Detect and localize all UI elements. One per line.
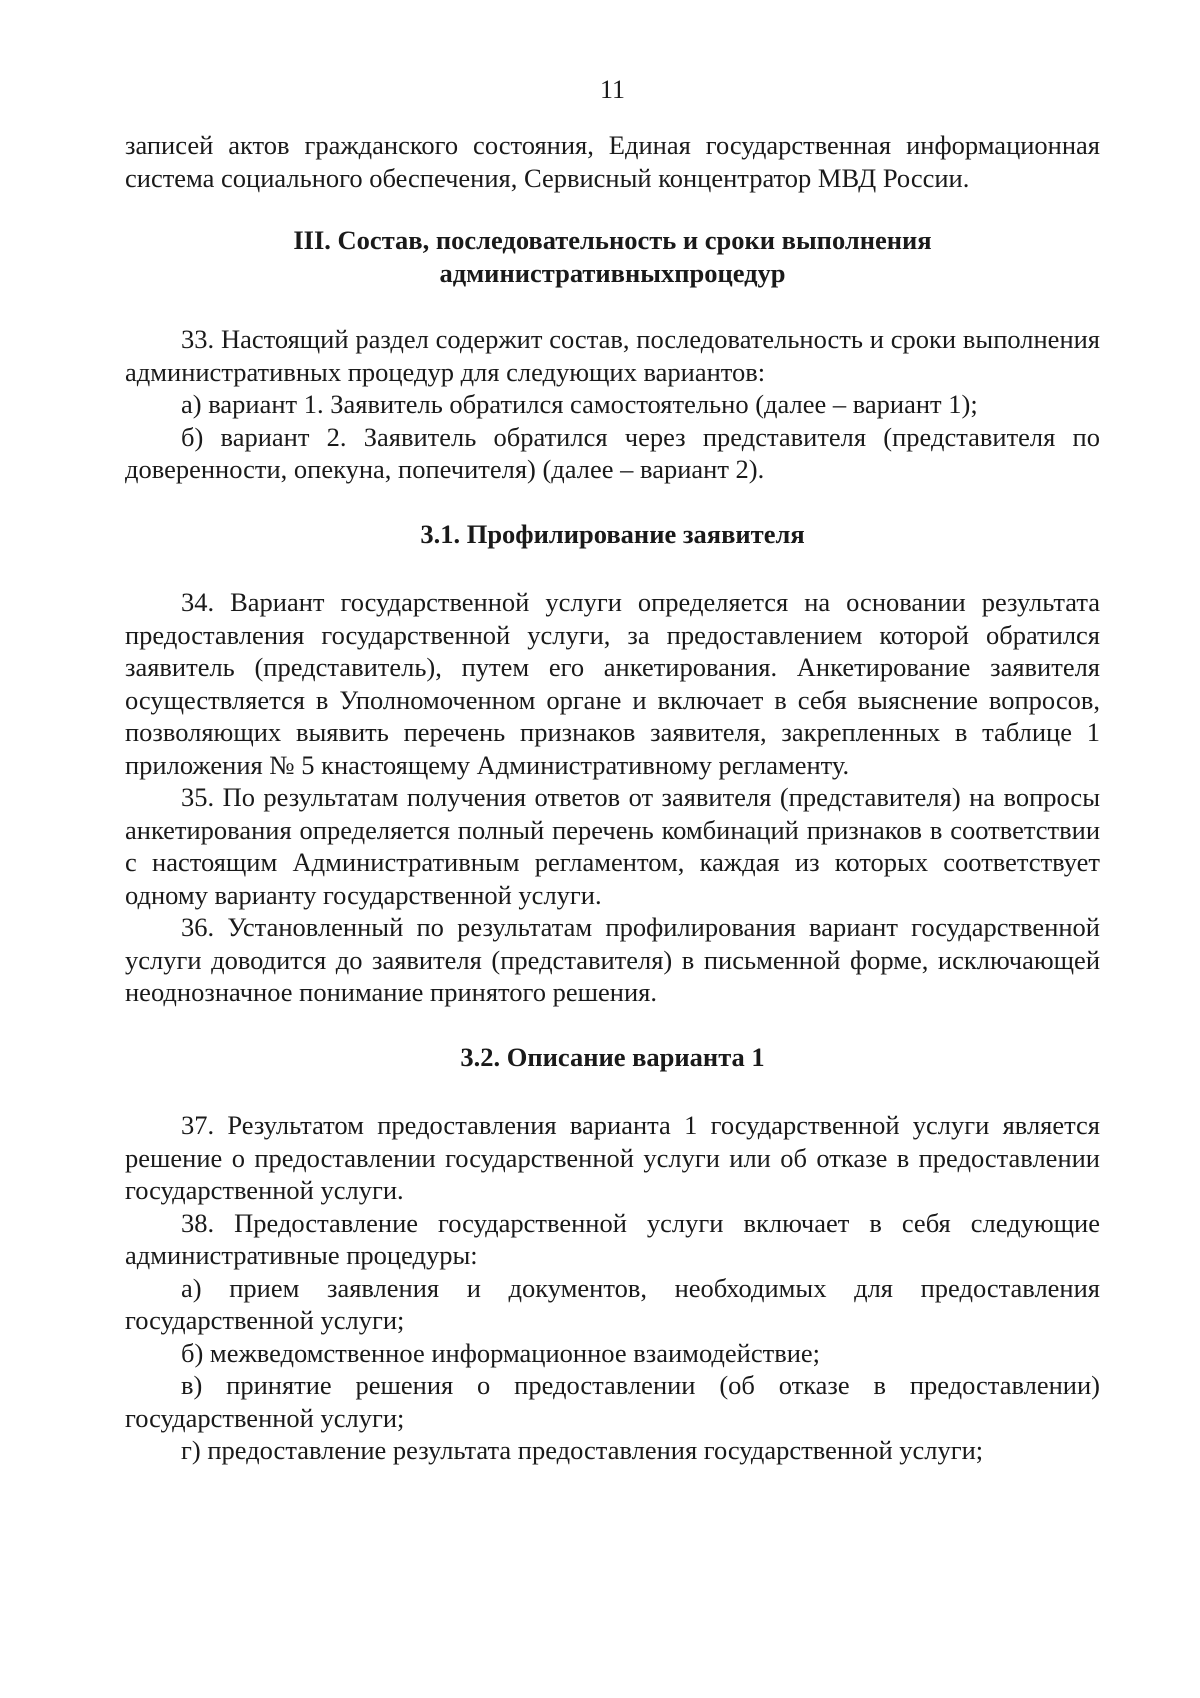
paragraph-33-a: а) вариант 1. Заявитель обратился самостоятельно (далее – вариант 1); bbox=[181, 389, 978, 419]
paragraph-35: 35. По результатам получения ответов от заявителя (представителя) на вопросы анкетирования определяется полный перечень комбинаций признаков в соответствии с настоящим Административным регламентом, каждая из которых соответствует одному варианту государственной услуги. bbox=[125, 782, 1100, 910]
paragraph-38-a: а) прием заявления и документов, необходимых для предоставления государственной услуги; bbox=[125, 1272, 1100, 1335]
document-page bbox=[125, 0, 1100, 1698]
section-iii-title-line2: административныхпроцедур bbox=[439, 257, 786, 288]
intro-paragraph: записей актов гражданского состояния, Единая государственная информационная система социального обеспечения, Сервисный концентратор МВД России. bbox=[125, 130, 1100, 193]
section-3-2-title: 3.2. Описание варианта 1 bbox=[460, 1041, 765, 1072]
paragraph-38-b: б) межведомственное информационное взаимодействие; bbox=[181, 1337, 821, 1368]
paragraph-33-b: б) вариант 2. Заявитель обратился через представителя (представителя по доверенности, опекуна, попечителя) (далее – вариант 2). bbox=[125, 421, 1100, 484]
paragraph-38: 38. Предоставление государственной услуги включает в себя следующие административные процедуры: bbox=[125, 1207, 1100, 1270]
paragraph-34: 34. Вариант государственной услуги определяется на основании результата предоставления государственной услуги, за предоставлением которой обратился заявитель (представитель), путем его анкетирования. Анкетирование заявителя осуществляется в Уполномоченном органе и включает в себя выяснение вопросов, позволяющих выявить перечень признаков заявителя, закрепленных в таблице 1 приложения № 5 кнастоящему Административному регламенту. bbox=[125, 587, 1100, 780]
paragraph-33: 33. Настоящий раздел содержит состав, последовательность и сроки выполнения административных процедур для следующих вариантов: bbox=[125, 324, 1100, 387]
section-3-1-title: 3.1. Профилирование заявителя bbox=[420, 518, 805, 549]
document-body bbox=[125, 129, 1100, 1467]
section-iii-title bbox=[125, 224, 1100, 289]
paragraph-36: 36. Установленный по результатам профилирования вариант государственной услуги доводится до заявителя (представителя) в письменной форме, исключающей неоднозначное понимание принятого решения. bbox=[125, 912, 1100, 1007]
paragraph-38-g: г) предоставление результата предоставления государственной услуги; bbox=[181, 1435, 984, 1465]
section-iii-title-line1: III. Состав, последовательность и сроки выполнения bbox=[293, 225, 932, 255]
page-number: 11 bbox=[599, 75, 626, 104]
paragraph-38-v: в) принятие решения о предоставлении (об отказе в предоставлении) государственной услуги; bbox=[125, 1370, 1100, 1433]
paragraph-37: 37. Результатом предоставления варианта 1 государственной услуги является решение о предоставлении государственной услуги или об отказе в предоставлении государственной услуги. bbox=[125, 1110, 1100, 1205]
